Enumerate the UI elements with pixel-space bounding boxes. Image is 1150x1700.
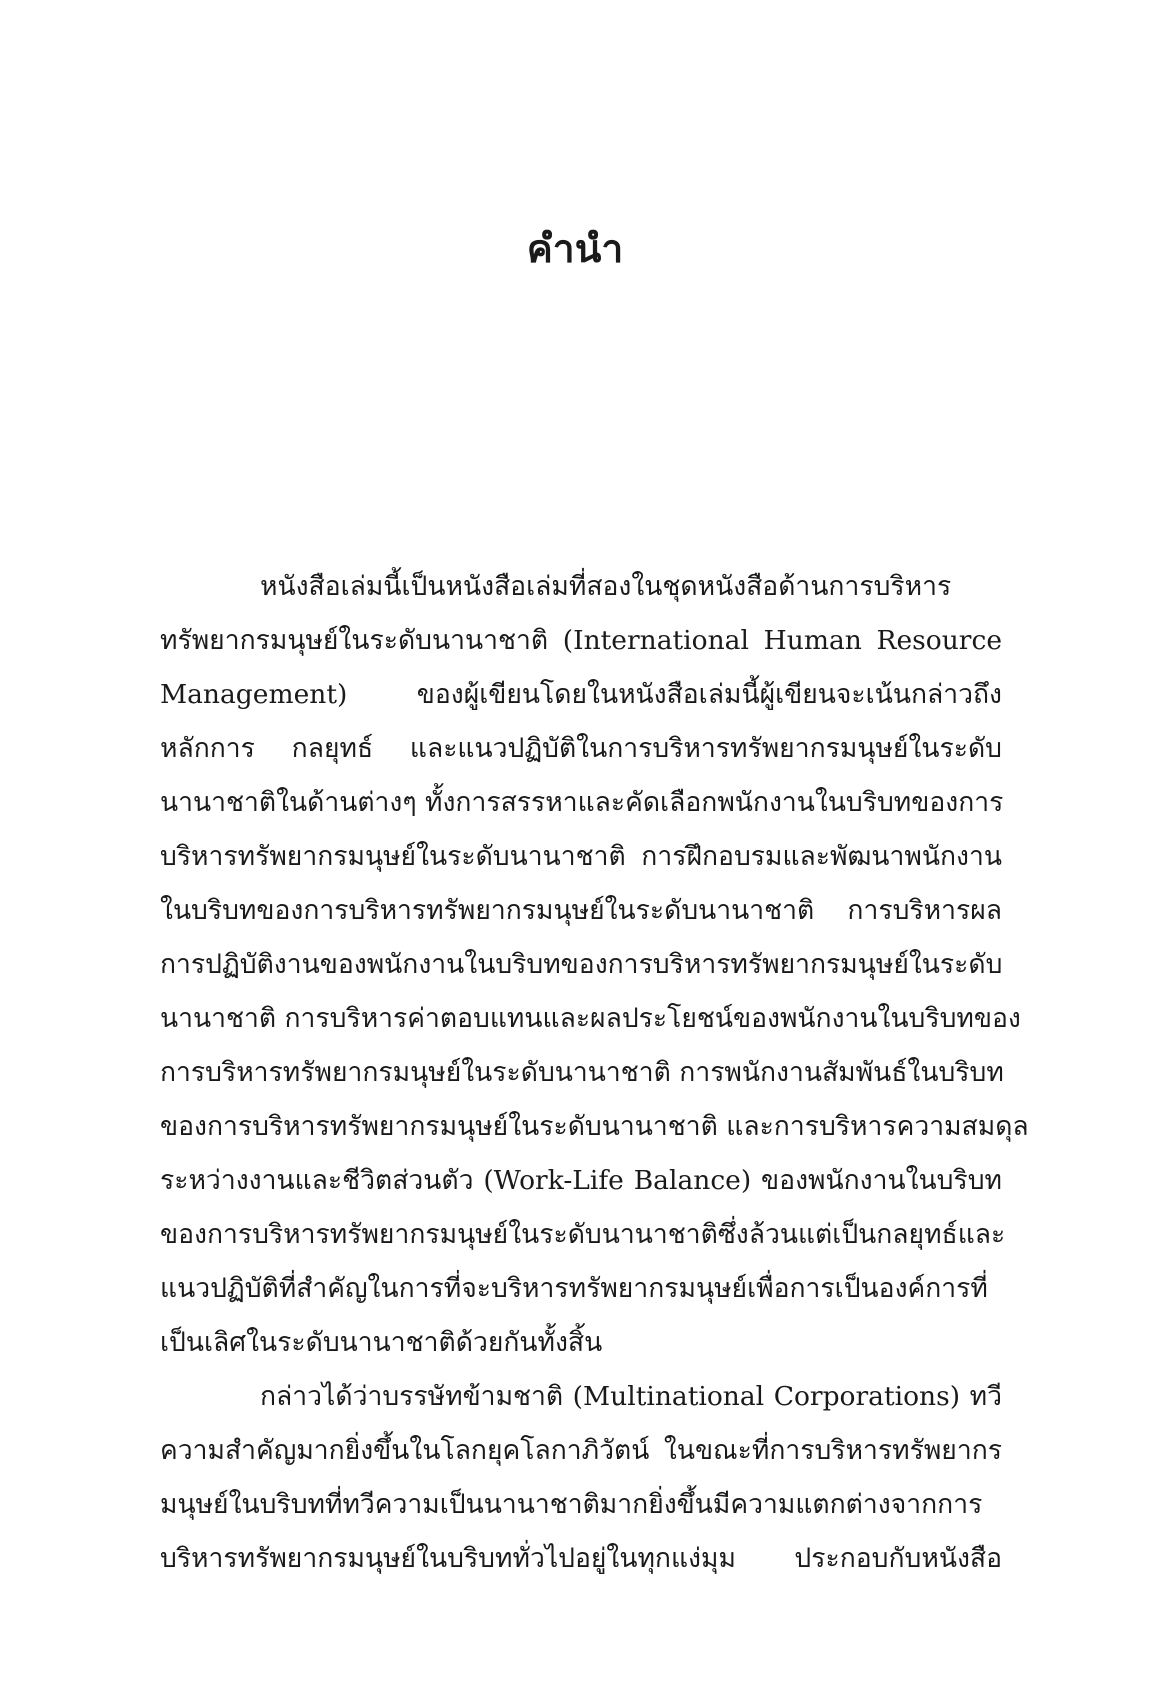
text-line: กล่าวได้ว่าบรรษัทข้ามชาติ (Multinational Corporations) ทวี [260, 1381, 1002, 1412]
text-line: Management) ของผู้เขียนโดยในหนังสือเล่มนี้ผู้เขียนจะเน้นกล่าวถึง [160, 679, 1002, 710]
text-line: การบริหารทรัพยากรมนุษย์ในระดับนานาชาติ การพนักงานสัมพันธ์ในบริบท [160, 1057, 1004, 1088]
text-line: บริหารทรัพยากรมนุษย์ในบริบททั่วไปอยู่ในทุกแง่มุม ประกอบกับหนังสือ [160, 1543, 1002, 1574]
page-title: คำนำ [526, 227, 624, 272]
text-line: ในบริบทของการบริหารทรัพยากรมนุษย์ในระดับนานาชาติ การบริหารผล [160, 895, 1002, 926]
text-line: ความสำคัญมากยิ่งขึ้นในโลกยุคโลกาภิวัตน์ ในขณะที่การบริหารทรัพยากร [160, 1435, 1002, 1466]
text-line: แนวปฏิบัติที่สำคัญในการที่จะบริหารทรัพยากรมนุษย์เพื่อการเป็นองค์การที่ [160, 1273, 988, 1304]
text-line: ระหว่างงานและชีวิตส่วนตัว (Work-Life Balance) ของพนักงานในบริบท [160, 1165, 1002, 1196]
body-text [160, 560, 1029, 1586]
text-line: มนุษย์ในบริบทที่ทวีความเป็นนานาชาติมากยิ่งขึ้นมีความแตกต่างจากการ [160, 1489, 983, 1520]
text-line: ทรัพยากรมนุษย์ในระดับนานาชาติ (International Human Resource [160, 625, 1002, 656]
text-line: ของการบริหารทรัพยากรมนุษย์ในระดับนานาชาติซึ่งล้วนแต่เป็นกลยุทธ์และ [160, 1219, 1006, 1250]
text-line: เป็นเลิศในระดับนานาชาติด้วยกันทั้งสิ้น [160, 1327, 603, 1358]
text-line: หนังสือเล่มนี้เป็นหนังสือเล่มที่สองในชุดหนังสือด้านการบริหาร [260, 571, 952, 602]
paragraph-2 [160, 1370, 1002, 1586]
paragraph-1 [160, 560, 1029, 1370]
text-line: ของการบริหารทรัพยากรมนุษย์ในระดับนานาชาติ และการบริหารความสมดุล [160, 1111, 1029, 1142]
text-line: หลักการ กลยุทธ์ และแนวปฏิบัติในการบริหารทรัพยากรมนุษย์ในระดับ [160, 733, 1002, 764]
text-line: นานาชาติในด้านต่างๆ ทั้งการสรรหาและคัดเลือกพนักงานในบริบทของการ [160, 787, 1004, 818]
text-line: การปฏิบัติงานของพนักงานในบริบทของการบริหารทรัพยากรมนุษย์ในระดับ [160, 949, 1003, 980]
text-line: นานาชาติ การบริหารค่าตอบแทนและผลประโยชน์ของพนักงานในบริบทของ [160, 1003, 1021, 1034]
text-line: บริหารทรัพยากรมนุษย์ในระดับนานาชาติ การฝึกอบรมและพัฒนาพนักงาน [160, 841, 1002, 872]
